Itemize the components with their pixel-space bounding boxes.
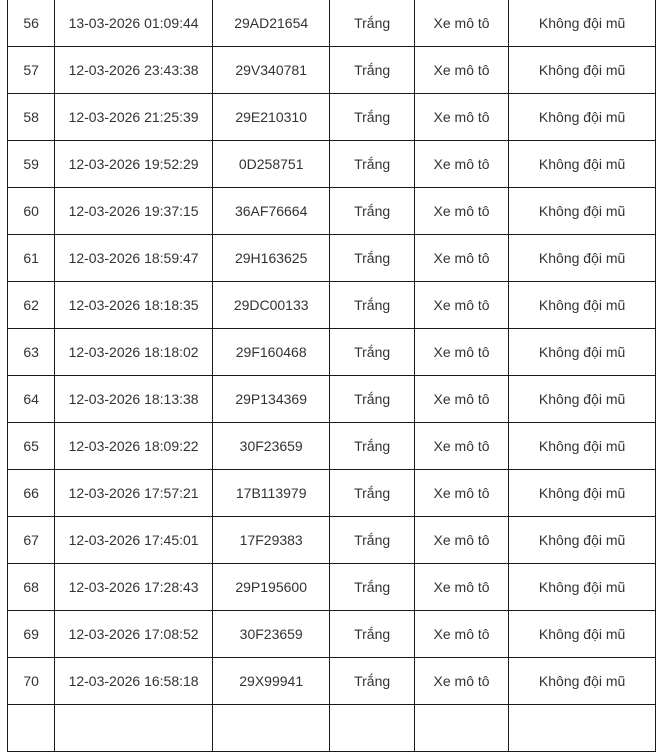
cell-plate: 29P134369: [212, 376, 330, 423]
cell-violation: Không đội mũ: [509, 0, 656, 47]
cell-stt: 59: [8, 141, 55, 188]
table-row: [8, 141, 656, 188]
cell-vehicle: Xe mô tô: [414, 47, 508, 94]
cell-stt: 63: [8, 329, 55, 376]
cell-plate: 36AF76664: [212, 188, 330, 235]
table-row: [8, 329, 656, 376]
table-row: [8, 188, 656, 235]
cell-violation: Không đội mũ: [509, 611, 656, 658]
cell-violation: Không đội mũ: [509, 564, 656, 611]
table-row: [8, 94, 656, 141]
cell-stt: 57: [8, 47, 55, 94]
table-row: [8, 658, 656, 705]
cell-plate: 17F29383: [212, 517, 330, 564]
cell-violation: Không đội mũ: [509, 376, 656, 423]
cell-vehicle: Xe mô tô: [414, 470, 508, 517]
cell-vehicle: Xe mô tô: [414, 611, 508, 658]
cell-plate: 0D258751: [212, 141, 330, 188]
cell-stt: 69: [8, 611, 55, 658]
cell-time: 13-03-2026 01:09:44: [55, 0, 213, 47]
cell-vehicle: Xe mô tô: [414, 329, 508, 376]
cell-vehicle: Xe mô tô: [414, 564, 508, 611]
cell-plate: 29DC00133: [212, 282, 330, 329]
cell-vehicle: Xe mô tô: [414, 0, 508, 47]
cell-color: Trắng: [330, 517, 414, 564]
cell-color: Trắng: [330, 658, 414, 705]
cell-violation: Không đội mũ: [509, 282, 656, 329]
violations-table: [7, 0, 656, 752]
cell-plate: 29H163625: [212, 235, 330, 282]
cell-stt: 56: [8, 0, 55, 47]
table-row-partial: [8, 705, 656, 752]
cell-color: Trắng: [330, 94, 414, 141]
cell-color: Trắng: [330, 235, 414, 282]
cell-vehicle: Xe mô tô: [414, 517, 508, 564]
table-row: [8, 611, 656, 658]
violations-table-body: [8, 0, 656, 752]
cell-violation: Không đội mũ: [509, 423, 656, 470]
cell-time: 12-03-2026 18:59:47: [55, 235, 213, 282]
cell-time: 12-03-2026 21:25:39: [55, 94, 213, 141]
cell-vehicle: Xe mô tô: [414, 282, 508, 329]
cell-vehicle: Xe mô tô: [414, 376, 508, 423]
cell-plate: 29X99941: [212, 658, 330, 705]
cell-time: 12-03-2026 16:58:18: [55, 658, 213, 705]
cell-color: Trắng: [330, 564, 414, 611]
table-row: [8, 470, 656, 517]
cell-color: Trắng: [330, 470, 414, 517]
cell-violation: Không đội mũ: [509, 188, 656, 235]
cell-time: 12-03-2026 17:57:21: [55, 470, 213, 517]
cell-time: 12-03-2026 23:43:38: [55, 47, 213, 94]
cell-vehicle: Xe mô tô: [414, 94, 508, 141]
cell-vehicle: Xe mô tô: [414, 235, 508, 282]
cell-time: 12-03-2026 18:18:02: [55, 329, 213, 376]
cell-violation: Không đội mũ: [509, 470, 656, 517]
cell-vehicle: Xe mô tô: [414, 658, 508, 705]
cell-time: 12-03-2026 18:09:22: [55, 423, 213, 470]
table-row: [8, 235, 656, 282]
table-row: [8, 376, 656, 423]
cell-plate: 29E210310: [212, 94, 330, 141]
cell-time: 12-03-2026 19:37:15: [55, 188, 213, 235]
cell-violation: Không đội mũ: [509, 94, 656, 141]
table-row: [8, 47, 656, 94]
cell-time: 12-03-2026 17:45:01: [55, 517, 213, 564]
cell-color: Trắng: [330, 0, 414, 47]
cell-color: Trắng: [330, 282, 414, 329]
cell-plate: 29P195600: [212, 564, 330, 611]
cell-stt: 70: [8, 658, 55, 705]
table-row: [8, 282, 656, 329]
cell-time: 12-03-2026 18:18:35: [55, 282, 213, 329]
cell-time: 12-03-2026 19:52:29: [55, 141, 213, 188]
cell-plate: 29F160468: [212, 329, 330, 376]
cell-color: Trắng: [330, 423, 414, 470]
cell-color: Trắng: [330, 47, 414, 94]
cell-time: 12-03-2026 18:13:38: [55, 376, 213, 423]
cell-stt: 65: [8, 423, 55, 470]
cell-plate: 30F23659: [212, 611, 330, 658]
cell-violation: Không đội mũ: [509, 235, 656, 282]
table-row: [8, 564, 656, 611]
cell-violation: Không đội mũ: [509, 517, 656, 564]
cell-violation: Không đội mũ: [509, 47, 656, 94]
cell-time: 12-03-2026 17:28:43: [55, 564, 213, 611]
cell-vehicle: Xe mô tô: [414, 141, 508, 188]
cell-violation: Không đội mũ: [509, 329, 656, 376]
cell-plate: 17B113979: [212, 470, 330, 517]
cell-stt: 68: [8, 564, 55, 611]
table-row: [8, 423, 656, 470]
cell-plate: 29AD21654: [212, 0, 330, 47]
cell-stt: 67: [8, 517, 55, 564]
cell-stt: 60: [8, 188, 55, 235]
cell-stt: 58: [8, 94, 55, 141]
table-row: [8, 517, 656, 564]
cell-time: 12-03-2026 17:08:52: [55, 611, 213, 658]
cell-plate: 30F23659: [212, 423, 330, 470]
cell-color: Trắng: [330, 188, 414, 235]
cell-violation: Không đội mũ: [509, 658, 656, 705]
cell-stt: 66: [8, 470, 55, 517]
cell-color: Trắng: [330, 329, 414, 376]
cell-color: Trắng: [330, 141, 414, 188]
cell-stt: 64: [8, 376, 55, 423]
cell-vehicle: Xe mô tô: [414, 423, 508, 470]
cell-vehicle: Xe mô tô: [414, 188, 508, 235]
cell-stt: 62: [8, 282, 55, 329]
cell-plate: 29V340781: [212, 47, 330, 94]
cell-color: Trắng: [330, 376, 414, 423]
cell-violation: Không đội mũ: [509, 141, 656, 188]
cell-stt: 61: [8, 235, 55, 282]
table-row: [8, 0, 656, 47]
cell-color: Trắng: [330, 611, 414, 658]
